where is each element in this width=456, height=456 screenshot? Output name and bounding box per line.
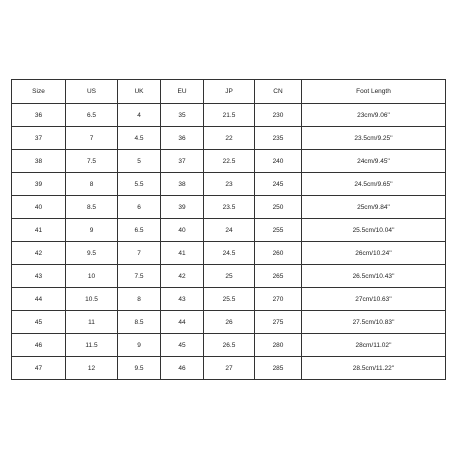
cell-foot-length: 25.5cm/10.04'' (302, 219, 446, 242)
header-cn: CN (255, 80, 302, 104)
table-row (12, 357, 446, 380)
cell-us: 10.5 (66, 288, 118, 311)
header-size: Size (12, 80, 66, 104)
cell-us: 11.5 (66, 334, 118, 357)
cell-cn: 245 (255, 173, 302, 196)
cell-us: 10 (66, 265, 118, 288)
header-us: US (66, 80, 118, 104)
size-chart-table (11, 79, 446, 380)
cell-cn: 240 (255, 150, 302, 173)
cell-jp: 24.5 (204, 242, 255, 265)
table-row (12, 127, 446, 150)
cell-foot-length: 23.5cm/9.25'' (302, 127, 446, 150)
cell-eu: 37 (161, 150, 204, 173)
cell-cn: 235 (255, 127, 302, 150)
table-row (12, 265, 446, 288)
header-jp: JP (204, 80, 255, 104)
table-row (12, 173, 446, 196)
cell-us: 6.5 (66, 104, 118, 127)
cell-size: 47 (12, 357, 66, 380)
cell-jp: 25 (204, 265, 255, 288)
cell-uk: 7 (118, 242, 161, 265)
cell-cn: 250 (255, 196, 302, 219)
table-row (12, 104, 446, 127)
cell-cn: 230 (255, 104, 302, 127)
cell-size: 44 (12, 288, 66, 311)
table-row (12, 288, 446, 311)
cell-cn: 285 (255, 357, 302, 380)
cell-us: 7.5 (66, 150, 118, 173)
cell-jp: 23 (204, 173, 255, 196)
cell-eu: 36 (161, 127, 204, 150)
cell-eu: 42 (161, 265, 204, 288)
cell-foot-length: 25cm/9.84'' (302, 196, 446, 219)
cell-jp: 24 (204, 219, 255, 242)
cell-eu: 41 (161, 242, 204, 265)
cell-size: 42 (12, 242, 66, 265)
cell-uk: 5 (118, 150, 161, 173)
cell-size: 46 (12, 334, 66, 357)
cell-us: 9 (66, 219, 118, 242)
cell-size: 39 (12, 173, 66, 196)
cell-us: 11 (66, 311, 118, 334)
cell-cn: 280 (255, 334, 302, 357)
cell-foot-length: 24cm/9.45'' (302, 150, 446, 173)
cell-foot-length: 26cm/10.24'' (302, 242, 446, 265)
cell-us: 7 (66, 127, 118, 150)
cell-cn: 255 (255, 219, 302, 242)
cell-jp: 22 (204, 127, 255, 150)
header-eu: EU (161, 80, 204, 104)
cell-size: 43 (12, 265, 66, 288)
cell-us: 8 (66, 173, 118, 196)
cell-eu: 44 (161, 311, 204, 334)
cell-uk: 7.5 (118, 265, 161, 288)
cell-eu: 43 (161, 288, 204, 311)
cell-uk: 6.5 (118, 219, 161, 242)
table-row (12, 242, 446, 265)
cell-eu: 35 (161, 104, 204, 127)
cell-size: 36 (12, 104, 66, 127)
cell-cn: 270 (255, 288, 302, 311)
header-uk: UK (118, 80, 161, 104)
cell-jp: 26 (204, 311, 255, 334)
cell-size: 38 (12, 150, 66, 173)
cell-uk: 8.5 (118, 311, 161, 334)
cell-size: 37 (12, 127, 66, 150)
cell-uk: 5.5 (118, 173, 161, 196)
cell-foot-length: 24.5cm/9.65'' (302, 173, 446, 196)
table-row (12, 150, 446, 173)
cell-uk: 9.5 (118, 357, 161, 380)
cell-eu: 38 (161, 173, 204, 196)
cell-uk: 9 (118, 334, 161, 357)
table-row (12, 196, 446, 219)
cell-us: 9.5 (66, 242, 118, 265)
cell-foot-length: 28cm/11.02'' (302, 334, 446, 357)
cell-uk: 8 (118, 288, 161, 311)
header-foot-length: Foot Length (302, 80, 446, 104)
cell-jp: 21.5 (204, 104, 255, 127)
table-row (12, 334, 446, 357)
cell-jp: 25.5 (204, 288, 255, 311)
cell-size: 41 (12, 219, 66, 242)
cell-eu: 45 (161, 334, 204, 357)
cell-jp: 22.5 (204, 150, 255, 173)
cell-us: 12 (66, 357, 118, 380)
cell-cn: 275 (255, 311, 302, 334)
cell-foot-length: 23cm/9.06'' (302, 104, 446, 127)
cell-jp: 26.5 (204, 334, 255, 357)
cell-cn: 260 (255, 242, 302, 265)
cell-size: 40 (12, 196, 66, 219)
cell-eu: 46 (161, 357, 204, 380)
cell-eu: 39 (161, 196, 204, 219)
cell-jp: 27 (204, 357, 255, 380)
cell-foot-length: 26.5cm/10.43'' (302, 265, 446, 288)
cell-foot-length: 27.5cm/10.83'' (302, 311, 446, 334)
cell-uk: 4 (118, 104, 161, 127)
cell-cn: 265 (255, 265, 302, 288)
cell-foot-length: 28.5cm/11.22'' (302, 357, 446, 380)
header-row (12, 80, 446, 104)
cell-uk: 4.5 (118, 127, 161, 150)
cell-uk: 6 (118, 196, 161, 219)
table-row (12, 311, 446, 334)
cell-foot-length: 27cm/10.63'' (302, 288, 446, 311)
size-chart-body (12, 104, 446, 380)
cell-size: 45 (12, 311, 66, 334)
cell-jp: 23.5 (204, 196, 255, 219)
table-row (12, 219, 446, 242)
cell-us: 8.5 (66, 196, 118, 219)
cell-eu: 40 (161, 219, 204, 242)
